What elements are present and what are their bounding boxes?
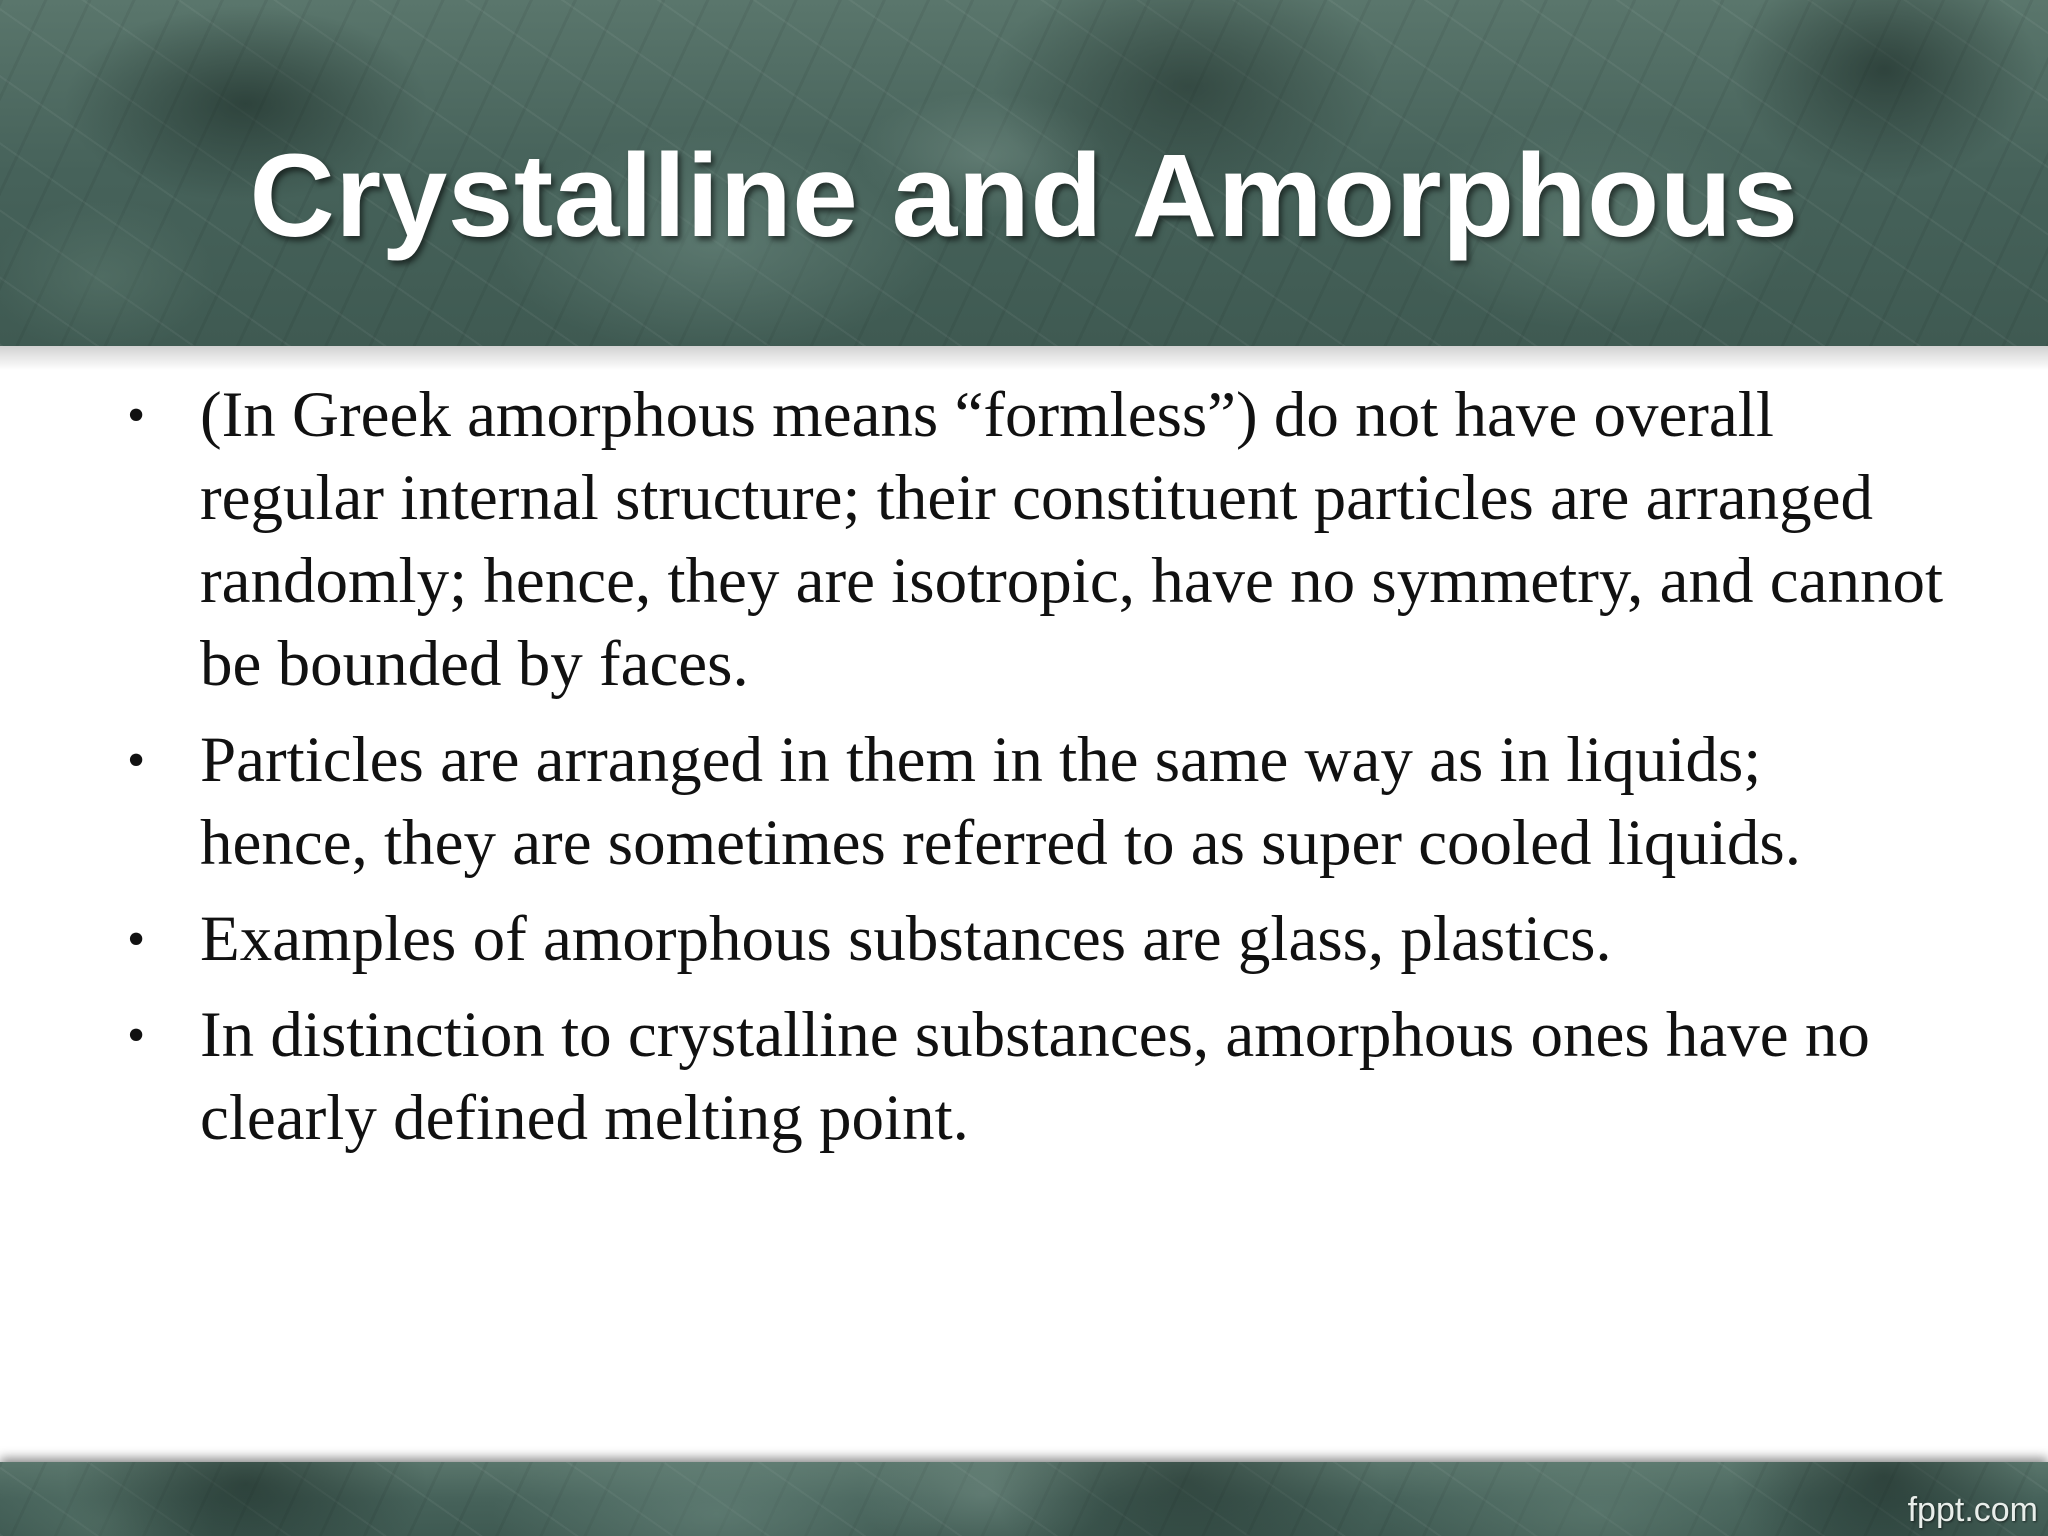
- bullet-item: [125, 898, 1945, 981]
- bullet-list: [125, 374, 1945, 1160]
- bullet-item: [125, 719, 1945, 885]
- slide-body: [125, 374, 1945, 1173]
- bullet-text: (In Greek amorphous means “formless”) do not have overall regular internal structure; their constituent particles are arranged randomly; hence, they are isotropic, have no symmetry, and cannot be bounded by faces.: [200, 379, 1944, 700]
- header-shadow: [0, 346, 2048, 370]
- slide-title: Crystalline and Amorphous: [249, 130, 1799, 262]
- bullet-icon: •: [127, 1007, 146, 1064]
- bullet-text: Particles are arranged in them in the same way as in liquids; hence, they are sometimes referred to as super cooled liquids.: [200, 724, 1801, 879]
- footer-stone-texture: [0, 1462, 2048, 1536]
- bullet-icon: •: [127, 387, 146, 444]
- bullet-text: In distinction to crystalline substances, amorphous ones have no clearly defined melting point.: [200, 999, 1870, 1154]
- bullet-item: [125, 994, 1945, 1160]
- bullet-icon: •: [127, 732, 146, 789]
- bullet-text: Examples of amorphous substances are glass, plastics.: [200, 903, 1612, 975]
- brand-watermark: fppt.com: [1907, 1491, 2038, 1529]
- bullet-item: [125, 374, 1945, 706]
- bullet-icon: •: [127, 911, 146, 968]
